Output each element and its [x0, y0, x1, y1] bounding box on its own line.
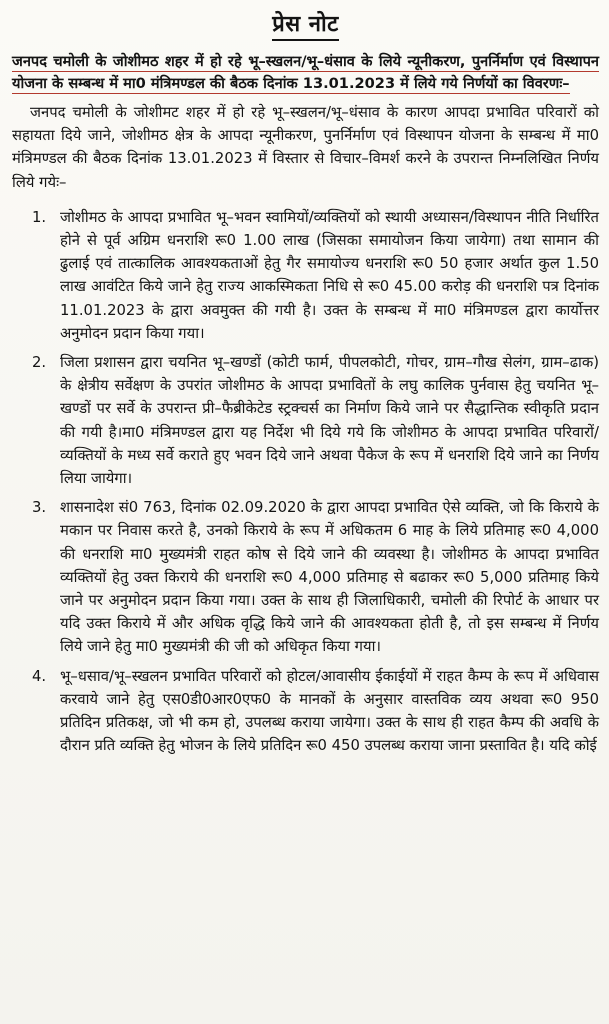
decision-item-1 [12, 206, 599, 345]
decision-text: जिला प्रशासन द्वारा चयनित भू–खण्डों (कोटी फार्म, पीपलकोटी, गोचर, ग्राम–गौख सेलंग, ग्राम–ढाक) के क्षेत्रीय सर्वेक्षण के उपरांत जोशीमठ के आपदा प्रभावितों के लघु कालिक पुर्नवास हेतु चयनित भू–खण्डों पर सर्वे के उपरान्त प्री–फैब्रीकेटेड स्ट्रक्चर्स का निर्माण किये जाने पर सैद्धान्तिक स्वीकृति प्रदान की गयी है।मा0 मंत्रिमण्डल द्वारा यह निर्देश भी दिये गये कि जोशीमठ के आपदा प्रभावित परिवारों/व्यक्तियों के मध्य सर्वे कराते हुए भवन दिये जाने अथवा पैकेज के रूप में धनराशि दिये जाने का निर्णय लिया जायेगा। [60, 354, 599, 488]
page-title-text: प्रेस नोट [272, 8, 339, 41]
decision-item-4 [12, 665, 599, 758]
decision-number: 2. [32, 354, 47, 372]
page-title [12, 8, 599, 41]
decision-text: भू–धसाव/भू–स्खलन प्रभावित परिवारों को होटल/आवासीय ईकाईयों में राहत कैम्प के रूप में अधिवास करवाये जाने हेतु एस0डी0आर0एफ0 के मानकों के अनुसार वास्तविक व्यय अथवा रू0 950 प्रतिदिन प्रतिकक्ष, जो भी कम हो, उपलब्ध कराया जायेगा। उक्त के साथ ही राहत कैम्प की अवधि के दौरान प्रति व्यक्ति हेतु भोजन के लिये प्रतिदिन रू0 450 उपलब्ध कराया जाना प्रस्तावित है। यदि कोई [60, 667, 599, 755]
decision-number: 1. [32, 208, 47, 226]
subject-text: जनपद चमोली के जोशीमठ शहर में हो रहे भू–स्खलन/भू–धंसाव के लिये न्यूनीकरण, पुनर्निर्माण एवं विस्थापन योजना के सम्बन्ध में मा0 मंत्रिमण्डल की बैठक दिनांक 13.01.2023 में लिये गये निर्णयों का विवरणः– [12, 53, 599, 92]
decision-list [12, 206, 599, 758]
subject-heading [12, 51, 599, 95]
intro-paragraph: जनपद चमोली के जोशीमट शहर में हो रहे भू–स्खलन/भू–धंसाव के कारण आपदा प्रभावित परिवारों को सहायता दिये जाने, जोशीमठ क्षेत्र के आपदा न्यूनीकरण, पुनर्निर्माण एवं विस्थापन योजना के सम्बन्ध में मा0 मंत्रिमण्डल की बैठक दिनांक 13.01.2023 में विस्तार से विचार–विमर्श करने के उपरान्त निम्नलिखित निर्णय लिये गयेः– [12, 104, 599, 191]
decision-text: शासनादेश सं0 763, दिनांक 02.09.2020 के द्वारा आपदा प्रभावित ऐसे व्यक्ति, जो कि किराये के मकान पर निवास करते है, उनको किराये के रूप में अधिकतम 6 माह के लिये प्रतिमाह रू0 4,000 की धनराशि मा0 मुख्यमंत्री राहत कोष से दिये जाने की व्यवस्था है। जोशीमठ के आपदा प्रभावित व्यक्तियों हेतु उक्त किराये की धनराशि रू0 4,000 प्रतिमाह से बढाकर रू0 5,000 प्रतिमाह किये जाने पर अनुमोदन प्रदान किया गया। उक्त के साथ ही जिलाधिकारी, चमोली की रिपोर्ट के आधार पर यदि उक्त किराये में और अधिक वृद्धि किये जाने की आवश्यकता होती है, तो इस सम्बन्ध में निर्णय लिये जाने हेतु मा0 मुख्यमंत्री की जी को अधिकृत किया गया। [60, 499, 599, 656]
decision-item-3 [12, 496, 599, 658]
decision-number: 4. [32, 667, 47, 685]
decision-number: 3. [32, 499, 47, 517]
decision-item-2 [12, 351, 599, 490]
decision-text: जोशीमठ के आपदा प्रभावित भू–भवन स्वामियों/व्यक्तियों को स्थायी अध्यासन/विस्थापन नीति निर्धारित होने से पूर्व अग्रिम धनराशि रू0 1.00 लाख (जिसका समायोजन किया जायेगा) तथा सामान की ढुलाई एवं तात्कालिक आवश्यकताओं हेतु गैर समायोज्य धनराशि रू0 50 हजार अर्थात कुल 1.50 लाख आवंटित किये जाने हेतु राज्य आकस्मिकता निधि से रू0 45.00 करोड़ की धनराशि पत्र दिनांक 11.01.2023 के द्वारा अवमुक्त की गयी है। उक्त के सम्बन्ध में मा0 मंत्रिमण्डल द्वारा कार्योत्तर अनुमोदन प्रदान किया गया। [60, 208, 599, 342]
